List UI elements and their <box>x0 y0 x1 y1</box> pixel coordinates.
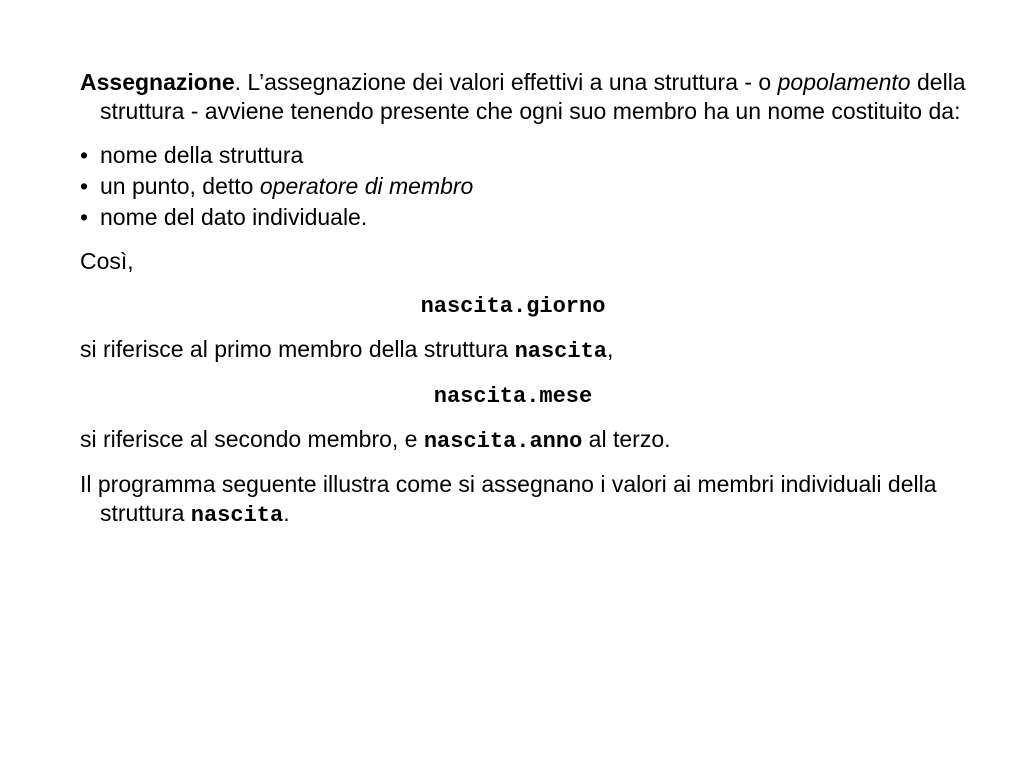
term-assegnazione: Assegnazione <box>80 69 235 95</box>
code-nascita-giorno: nascita.giorno <box>420 294 606 319</box>
line-secondo-membro <box>80 425 966 456</box>
list-item-text: nome del dato individuale. <box>100 204 368 230</box>
list-item <box>80 202 944 233</box>
code-nascita-mese: nascita.mese <box>433 384 593 409</box>
closing-paragraph <box>80 470 966 530</box>
line-2-tail: al terzo. <box>582 426 671 452</box>
line-primo-membro <box>80 335 966 366</box>
bullet-list <box>80 140 944 233</box>
list-item-italic: operatore di membro <box>259 173 474 199</box>
list-item <box>80 140 944 171</box>
closing-text: Il programma seguente illustra come si assegnano i valori ai membri individuali della struttura <box>80 471 937 526</box>
line-2-text: si riferisce al secondo membro, e <box>80 426 424 452</box>
closing-tail: . <box>283 500 290 526</box>
bullet-symbol: • <box>80 142 89 168</box>
intro-text-2: della struttura - avviene tenendo presente che ogni suo membro ha un nome costituito da: <box>100 69 966 124</box>
code-nascita-closing: nascita <box>190 503 284 528</box>
code-nascita: nascita <box>514 339 607 364</box>
term-popolamento: popolamento <box>777 69 911 95</box>
list-item <box>80 171 944 202</box>
line-1-text: si riferisce al primo membro della struttura <box>80 336 515 362</box>
list-item-text: nome della struttura <box>100 142 304 168</box>
bullet-symbol: • <box>80 204 89 230</box>
cosi-line: Così, <box>80 248 134 274</box>
code-nascita-anno: nascita.anno <box>423 429 583 454</box>
list-item-text: un punto, detto <box>100 173 260 199</box>
intro-paragraph <box>80 68 966 126</box>
code-line-giorno <box>80 290 946 321</box>
line-1-tail: , <box>607 336 614 362</box>
code-line-mese <box>80 380 946 411</box>
intro-text-1: . L’assegnazione dei valori effettivi a una struttura - o <box>234 69 778 95</box>
bullet-symbol: • <box>80 173 89 199</box>
